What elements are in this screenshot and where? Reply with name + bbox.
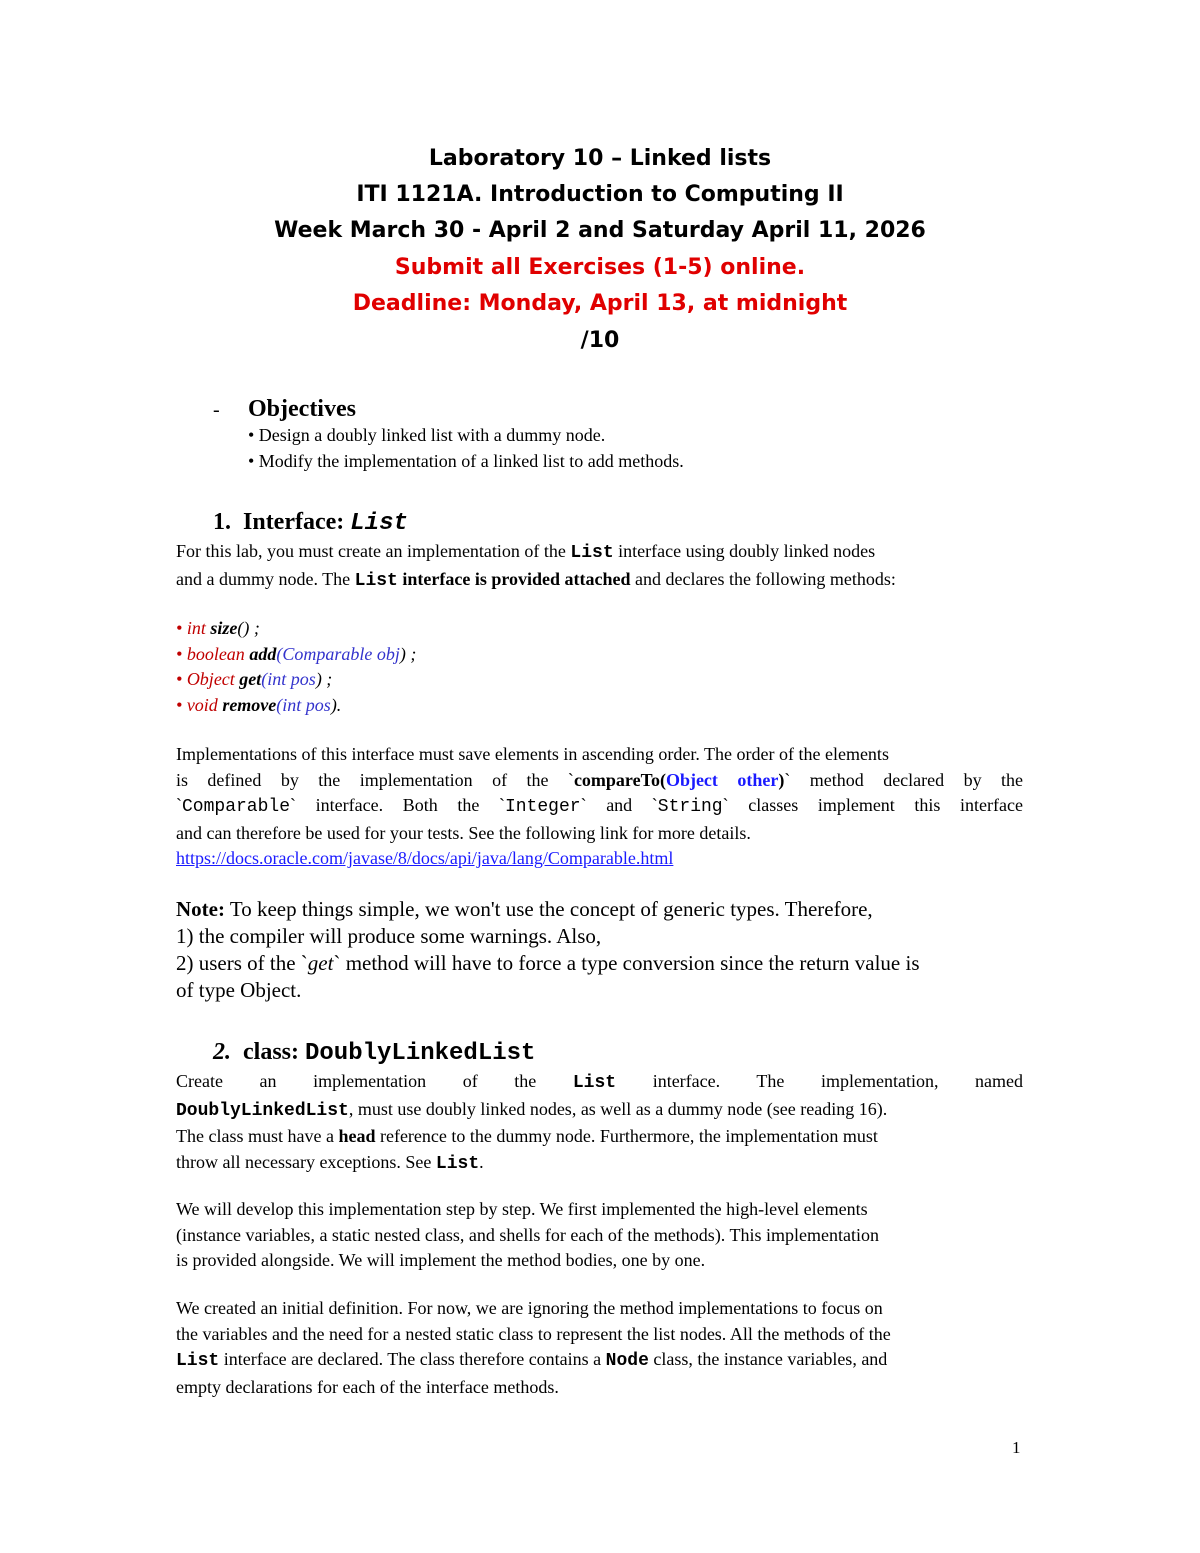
code-ref: List — [176, 1351, 220, 1371]
submit-line: Submit all Exercises (1-5) online. — [394, 255, 806, 280]
note-text: of type Object. — [176, 978, 302, 1002]
text: ` interface. Both the ` — [290, 795, 505, 815]
paragraph-line — [176, 768, 1023, 794]
section-1-intro — [176, 539, 1023, 594]
intro-code: List — [570, 543, 614, 563]
note-text: 2) users of the ` — [176, 951, 308, 975]
paragraph-line: (instance variables, a static nested class, and shells for each of the methods). This implementation — [176, 1224, 879, 1245]
param: Comparable obj — [282, 643, 400, 664]
objectives-heading: Objectives — [248, 396, 356, 422]
objectives-dash: - — [213, 399, 220, 421]
paragraph-line: and can therefore be used for your tests. See the following link for more details. — [176, 822, 751, 843]
paragraph-line: the variables and the need for a nested static class to represent the list nodes. All the methods of the — [176, 1323, 891, 1344]
method-name: get — [239, 669, 262, 689]
intro-text: interface using doubly linked nodes — [618, 541, 876, 561]
grade-total: /10 — [580, 328, 620, 353]
text: throw all necessary exceptions. See — [176, 1151, 432, 1172]
page-number: 1 — [1012, 1438, 1021, 1457]
bullet: • — [176, 618, 183, 638]
section-1-title: Interface: — [243, 509, 345, 535]
section-2-heading — [213, 1037, 535, 1069]
section-2-paragraph-1 — [176, 1069, 1023, 1177]
code-ref: Comparable — [182, 797, 291, 817]
section-2-code: DoublyLinkedList — [305, 1040, 536, 1067]
section-1-heading — [213, 507, 408, 539]
param: int pos — [267, 669, 316, 689]
text: . — [479, 1151, 484, 1172]
paragraph-line: We will develop this implementation step by step. We first implemented the high-level elements — [176, 1199, 868, 1219]
paren: ( — [261, 669, 268, 689]
note-label: Note: — [176, 897, 225, 921]
deadline-line: Deadline: Monday, April 13, at midnight — [352, 291, 848, 316]
paragraph-line — [176, 1150, 1023, 1178]
return-type: Object — [186, 669, 235, 689]
paren: ( — [237, 618, 244, 638]
method-item — [176, 693, 1023, 719]
paren: ( — [276, 694, 283, 715]
paragraph-line: Implementations of this interface must save elements in ascending order. The order of the elements — [176, 744, 889, 764]
paragraph-line — [176, 1097, 1023, 1125]
method-item — [176, 642, 1023, 668]
lab-title: Laboratory 10 – Linked lists — [428, 146, 772, 171]
intro-text: For this lab, you must create an implementation of the — [176, 541, 566, 561]
section-2-paragraph-3 — [176, 1296, 1023, 1400]
intro-text: and declares the following methods: — [635, 568, 896, 589]
intro-text: and a dummy node. The — [176, 568, 351, 589]
method-list — [176, 616, 1023, 718]
paragraph-line: empty declarations for each of the interface methods. — [176, 1376, 559, 1397]
text: interface. The implementation, named — [652, 1071, 1024, 1091]
bullet: • — [176, 643, 183, 664]
paragraph-line — [176, 1069, 1023, 1097]
return-type: void — [186, 694, 218, 715]
code-ref: List — [435, 1153, 480, 1174]
implementation-paragraph — [176, 742, 1023, 872]
param-ref: Object other — [665, 769, 779, 790]
paren: ) ; — [399, 643, 417, 664]
code-ref: Integer — [504, 797, 581, 817]
code-ref: Node — [605, 1351, 649, 1371]
paren: ( — [276, 643, 283, 664]
note-emphasis: get — [307, 951, 334, 975]
week-line: Week March 30 - April 2 and Saturday April 11, 2026 — [274, 218, 926, 243]
section-2-paragraph-2 — [176, 1197, 1023, 1274]
paragraph-line — [176, 1124, 1023, 1150]
course-title: ITI 1121A. Introduction to Computing II — [356, 182, 844, 207]
paren: ) ; — [315, 669, 333, 689]
method-name: remove — [222, 694, 277, 715]
method-ref: ) — [778, 769, 785, 790]
note-block — [176, 896, 1036, 1004]
text: interface are declared. The class therefore contains a — [223, 1349, 602, 1369]
text: ` classes implement this interface — [722, 795, 1023, 815]
note-text: To keep things simple, we won't use the concept of generic types. Therefore, — [229, 897, 873, 921]
code-ref: String — [657, 797, 723, 817]
comparable-docs-link[interactable]: https://docs.oracle.com/javase/8/docs/api/java/lang/Comparable.html — [176, 848, 674, 868]
intro-bold: interface is provided attached — [402, 568, 631, 589]
section-1-code: List — [350, 510, 408, 537]
text: ` — [176, 795, 182, 815]
intro-code: List — [354, 570, 398, 591]
paragraph-line — [176, 1347, 1023, 1375]
section-2-title: class: — [243, 1039, 299, 1065]
bullet: • — [176, 669, 183, 689]
text: ` and ` — [580, 795, 658, 815]
method-item — [176, 667, 1023, 693]
paragraph-line: is provided alongside. We will implement the method bodies, one by one. — [176, 1250, 706, 1270]
return-type: boolean — [186, 643, 245, 664]
text: , must use doubly linked nodes, as well as a dummy node (see reading 16). — [348, 1098, 888, 1119]
paragraph-line: We created an initial definition. For now, we are ignoring the method implementations to focus on — [176, 1298, 883, 1318]
code-ref: DoublyLinkedList — [176, 1100, 349, 1121]
text: ` method declared by the — [784, 769, 1023, 790]
code-ref: List — [572, 1073, 617, 1093]
paragraph-line — [176, 793, 1023, 821]
bullet: • — [176, 694, 183, 715]
objective-item-2: • Modify the implementation of a linked list to add methods. — [248, 451, 684, 471]
method-name: size — [210, 618, 238, 638]
text: Create an implementation of the — [176, 1071, 537, 1091]
objective-item-1: • Design a doubly linked list with a dummy node. — [248, 425, 606, 445]
text: reference to the dummy node. Furthermore, the implementation must — [379, 1126, 878, 1146]
paren: ) ; — [243, 618, 260, 638]
text: class, the instance variables, and — [653, 1349, 888, 1369]
text: The class must have a — [176, 1126, 334, 1146]
section-1-number: 1. — [213, 509, 231, 535]
param: int pos — [282, 694, 331, 715]
paren: ). — [330, 694, 342, 715]
text: is defined by the implementation of the ` — [176, 769, 574, 790]
return-type: int — [186, 618, 206, 638]
section-2-number: 2. — [213, 1039, 231, 1065]
note-text: 1) the compiler will produce some warnings. Also, — [176, 924, 602, 948]
note-text: ` method will have to force a type conversion since the return value is — [333, 951, 920, 975]
method-item — [176, 616, 1023, 642]
bold-ref: head — [338, 1126, 376, 1146]
method-name: add — [249, 643, 277, 664]
method-ref: compareTo( — [573, 769, 666, 790]
